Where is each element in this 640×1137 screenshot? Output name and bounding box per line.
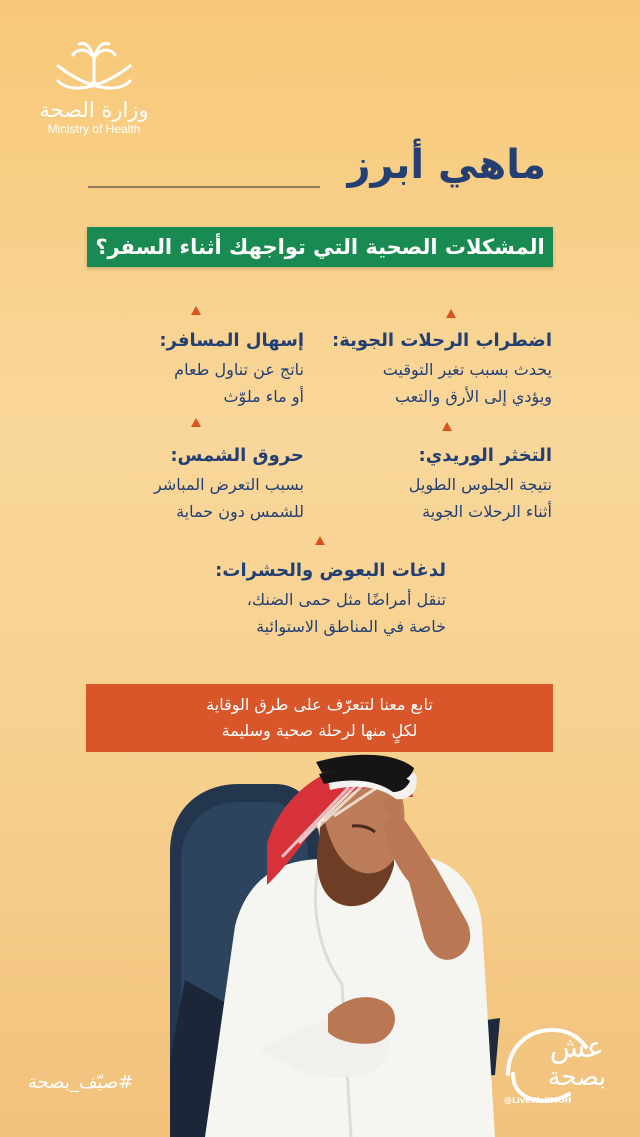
issue-jet-lag (332, 326, 552, 410)
issue-line: نتيجة الجلوس الطويل (408, 475, 552, 494)
issue-title: اضطراب الرحلات الجوية: (332, 330, 552, 351)
live-well-logo-text-1: عش (549, 1030, 604, 1064)
issue-insect-bites (215, 556, 446, 640)
triangle-marker-icon (315, 536, 325, 545)
ministry-name-english: Ministry of Health (47, 122, 141, 136)
palm-swords-emblem-icon (46, 38, 142, 96)
callout-line-1: تابع معنا لتتعرّف على طرق الوقاية (206, 695, 433, 714)
issue-line: أثناء الرحلات الجوية (422, 502, 552, 521)
issue-line: أو ماء ملوّث (223, 387, 304, 406)
live-well-logo-text-2: بصحة (547, 1062, 606, 1091)
issue-line: ويؤدي إلى الأرق والتعب (394, 387, 552, 406)
issue-sunburn (154, 441, 304, 525)
live-well-handle: @LiveWellMOH (504, 1096, 572, 1105)
triangle-marker-icon (191, 418, 201, 427)
issue-title: لدغات البعوض والحشرات: (215, 560, 446, 581)
issue-title: التخثر الوريدي: (418, 445, 552, 466)
subtitle-banner: المشكلات الصحية التي تواجهك أثناء السفر؟ (87, 227, 553, 267)
triangle-marker-icon (442, 422, 452, 431)
issue-line: يحدث بسبب تغير التوقيت (382, 360, 552, 379)
triangle-marker-icon (191, 306, 201, 315)
issue-line: ناتج عن تناول طعام (174, 360, 304, 379)
issue-title: حروق الشمس: (170, 445, 304, 466)
issue-line: خاصة في المناطق الاستوائية (256, 617, 446, 636)
issue-title: إسهال المسافر: (159, 330, 304, 351)
triangle-marker-icon (446, 309, 456, 318)
ministry-logo (34, 38, 154, 137)
issue-line: بسبب التعرض المباشر (154, 475, 304, 494)
callout-line-2: لكلٍ منها لرحلة صحية وسليمة (221, 721, 418, 740)
headline-divider (88, 186, 320, 188)
issue-line: تنقل أمراضًا مثل حمى الضنك، (246, 590, 446, 609)
issue-venous-thrombosis (409, 441, 552, 525)
live-well-logo (494, 1020, 612, 1112)
campaign-hashtag: #صيّف_بصحة (28, 1072, 134, 1093)
issue-travelers-diarrhea (159, 326, 304, 410)
headline: ماهي أبرز (347, 142, 546, 188)
issue-line: للشمس دون حماية (176, 502, 304, 521)
ministry-name-arabic: وزارة الصحة (39, 98, 149, 122)
